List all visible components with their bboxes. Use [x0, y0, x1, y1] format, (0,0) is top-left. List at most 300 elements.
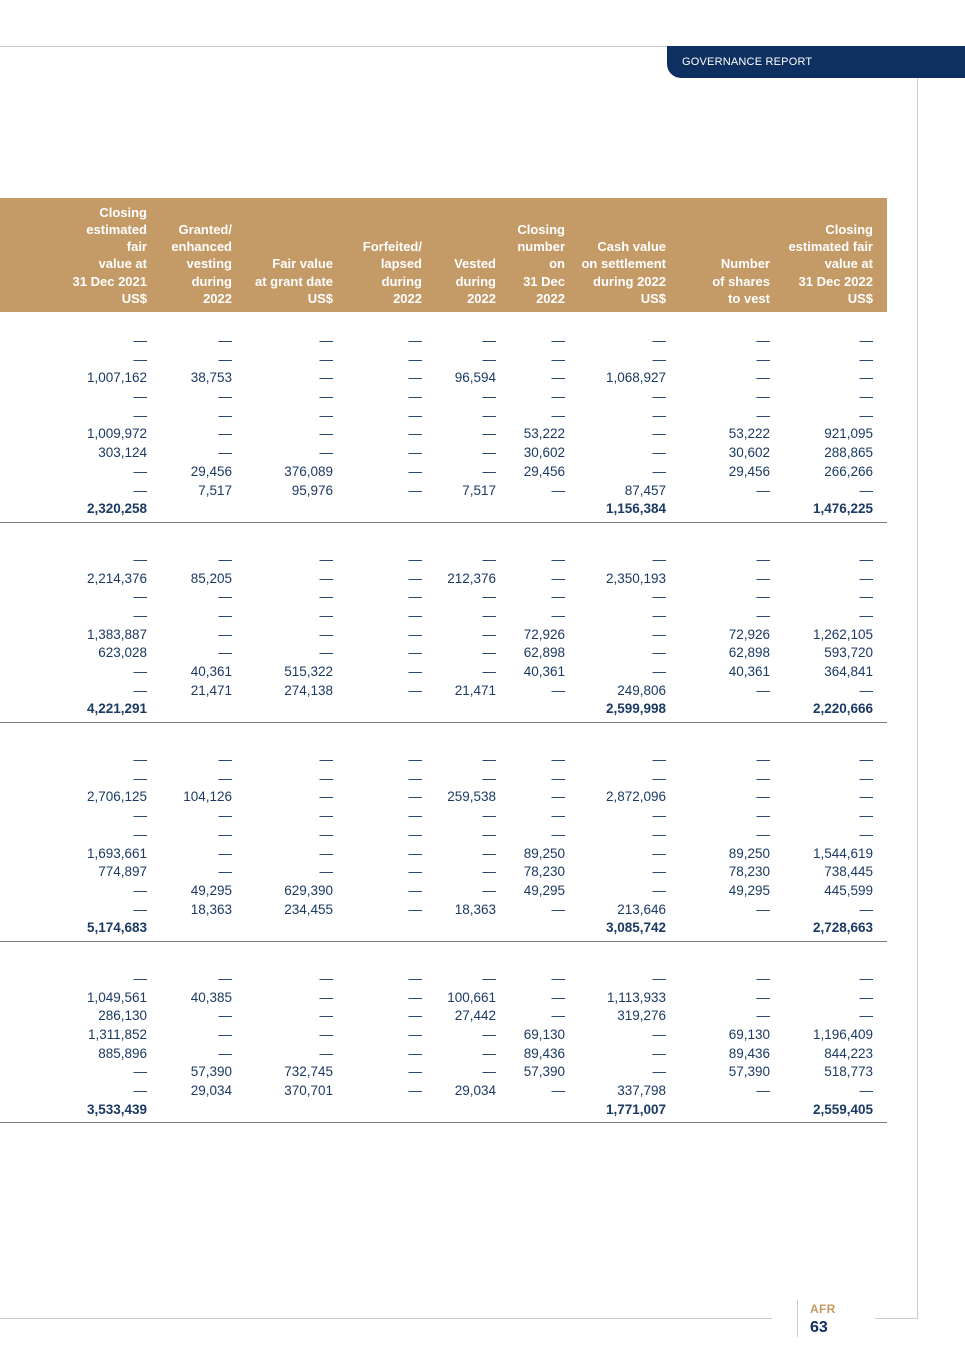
table-cell: 1,262,105 [812, 626, 873, 642]
table-cell: 40,385 [190, 989, 232, 1005]
table-cell: — [859, 752, 873, 768]
table-cell: — [218, 752, 232, 768]
table-cell: — [319, 864, 333, 880]
table-cell: — [319, 607, 333, 623]
table-row [0, 407, 887, 426]
table-cell: — [133, 970, 147, 986]
table-cell: — [756, 682, 770, 698]
table-cell: — [551, 1083, 565, 1099]
table-cell: — [551, 901, 565, 917]
table-cell: — [408, 970, 422, 986]
table-cell: 95,976 [291, 482, 333, 498]
table-cell: 1,544,619 [812, 845, 873, 861]
table-cell: — [133, 808, 147, 824]
table-cell: 1,049,561 [86, 989, 147, 1005]
table-row [0, 751, 887, 770]
table-cell: — [408, 589, 422, 605]
table-cell: — [756, 752, 770, 768]
table-cell: 78,230 [728, 864, 770, 880]
total-cell: 3,085,742 [605, 920, 666, 936]
table-cell: — [408, 607, 422, 623]
table-cell: — [408, 845, 422, 861]
table-cell: 774,897 [98, 864, 147, 880]
table-cell: — [859, 589, 873, 605]
table-cell: — [859, 351, 873, 367]
bottom-rule [0, 1318, 772, 1319]
table-cell: 62,898 [523, 645, 565, 661]
table-row [0, 332, 887, 351]
table-cell: 274,138 [284, 682, 333, 698]
table-cell: 593,720 [824, 645, 873, 661]
table-cell: — [482, 551, 496, 567]
table-cell: — [551, 389, 565, 405]
table-cell: — [408, 1027, 422, 1042]
table-cell: — [756, 351, 770, 367]
table-cell: — [319, 333, 333, 348]
table-cell: — [859, 682, 873, 698]
table-row [0, 351, 887, 370]
table-cell: 21,471 [190, 682, 232, 698]
table-cell: — [551, 407, 565, 423]
table-cell: — [319, 1008, 333, 1024]
table-cell: 104,126 [183, 789, 232, 805]
table-cell: 29,456 [523, 463, 565, 479]
table-cell: — [652, 426, 666, 442]
table-cell: 100,661 [447, 989, 496, 1005]
table-cell: — [756, 333, 770, 348]
table-cell: — [652, 551, 666, 567]
table-row [0, 388, 887, 407]
table-cell: — [408, 770, 422, 786]
table-cell: 27,442 [454, 1008, 496, 1024]
table-cell: — [319, 351, 333, 367]
table-cell: — [652, 664, 666, 679]
table-cell: — [218, 1045, 232, 1061]
table-cell: — [482, 351, 496, 367]
table-cell: — [408, 445, 422, 461]
table-cell: — [482, 808, 496, 824]
table-cell: 337,798 [617, 1083, 666, 1099]
table-cell: — [319, 389, 333, 405]
total-cell: 2,559,405 [812, 1101, 873, 1117]
table-cell: — [133, 333, 147, 348]
table-cell: 49,295 [728, 882, 770, 898]
table-cell: — [756, 901, 770, 917]
table-cell: — [133, 463, 147, 479]
table-cell: 319,276 [617, 1008, 666, 1024]
table-cell: — [482, 1064, 496, 1080]
table-cell: — [408, 626, 422, 642]
table-cell: 213,646 [617, 901, 666, 917]
table-cell: — [859, 770, 873, 786]
table-cell: — [218, 589, 232, 605]
table-cell: 7,517 [462, 482, 496, 498]
table-cell: — [408, 901, 422, 917]
table-cell: — [133, 1064, 147, 1080]
table-cell: — [482, 445, 496, 461]
table-cell: — [482, 607, 496, 623]
table-cell: 303,124 [98, 445, 147, 461]
table-cell: — [133, 882, 147, 898]
table-cell: — [756, 570, 770, 586]
table-cell: — [652, 645, 666, 661]
table-row [0, 588, 887, 607]
table-cell: — [319, 626, 333, 642]
table-cell: 49,295 [523, 882, 565, 898]
total-row [0, 500, 887, 519]
table-cell: — [319, 826, 333, 842]
table-row [0, 551, 887, 570]
table-cell: — [482, 1045, 496, 1061]
table-group [0, 942, 887, 1124]
table-cell: — [756, 970, 770, 986]
table-cell: — [319, 445, 333, 461]
total-cell: 4,221,291 [86, 701, 147, 717]
table-cell: — [408, 1008, 422, 1024]
table-cell: — [756, 551, 770, 567]
table-cell: — [319, 752, 333, 768]
table-cell: — [133, 551, 147, 567]
table-cell: — [319, 808, 333, 824]
table-cell: — [756, 989, 770, 1005]
table-cell: — [218, 607, 232, 623]
table-cell: — [859, 989, 873, 1005]
table-cell: — [551, 482, 565, 498]
table-cell: — [652, 333, 666, 348]
table-cell: — [482, 1027, 496, 1042]
table-cell: 2,214,376 [86, 570, 147, 586]
table-cell: — [482, 426, 496, 442]
column-header: Vested during 2022 [454, 256, 496, 306]
table-cell: — [482, 882, 496, 898]
table-cell: — [482, 864, 496, 880]
table-cell: — [408, 389, 422, 405]
table-cell: — [859, 970, 873, 986]
table-row [0, 989, 887, 1008]
table-cell: 1,311,852 [87, 1027, 147, 1042]
table-cell: — [218, 389, 232, 405]
table-cell: 57,390 [728, 1064, 770, 1080]
table-cell: — [218, 407, 232, 423]
table-cell: — [756, 407, 770, 423]
table-cell: 29,034 [454, 1083, 496, 1099]
table-cell: — [756, 370, 770, 386]
table-cell: 89,436 [523, 1045, 565, 1061]
table-cell: — [319, 845, 333, 861]
table-cell: — [408, 752, 422, 768]
table-cell: — [652, 1045, 666, 1061]
table-cell: — [408, 351, 422, 367]
table-cell: — [133, 351, 147, 367]
total-cell: 2,599,998 [605, 701, 666, 717]
table-cell: — [652, 808, 666, 824]
column-header: Fair value at grant date US$ [254, 256, 333, 306]
table-cell: — [408, 808, 422, 824]
table-cell: 89,436 [728, 1045, 770, 1061]
table-cell: — [218, 845, 232, 861]
table-cell: 234,455 [284, 901, 333, 917]
column-header: Closing estimated fair value at 31 Dec 2021 US$ [72, 204, 147, 306]
column-header: Granted/ enhanced vesting during 2022 [171, 221, 232, 306]
table-cell: — [859, 570, 873, 586]
table-cell: — [551, 351, 565, 367]
table-cell: — [408, 664, 422, 679]
table-cell: 259,538 [447, 789, 496, 805]
table-cell: — [319, 551, 333, 567]
table-cell: 364,841 [824, 664, 873, 679]
table-cell: 53,222 [728, 426, 770, 442]
table-cell: — [218, 551, 232, 567]
table-cell: 2,350,193 [605, 570, 666, 586]
table-cell: 2,706,125 [86, 789, 147, 805]
table-cell: — [408, 551, 422, 567]
column-header: Number of shares to vest [712, 256, 770, 306]
table-row [0, 663, 887, 682]
table-cell: — [756, 789, 770, 805]
total-cell: 3,533,439 [86, 1101, 147, 1117]
table-cell: — [652, 607, 666, 623]
table-cell: — [482, 407, 496, 423]
table-row [0, 970, 887, 989]
table-cell: — [756, 1083, 770, 1099]
table-cell: 85,205 [190, 570, 232, 586]
section-tab: GOVERNANCE REPORT [667, 46, 965, 78]
total-cell: 1,476,225 [812, 501, 873, 517]
table-cell: 40,361 [728, 664, 770, 679]
table-cell: 738,445 [824, 864, 873, 880]
table-cell: — [408, 333, 422, 348]
table-cell: — [218, 770, 232, 786]
table-cell: — [756, 389, 770, 405]
table-cell: — [756, 607, 770, 623]
table-cell: 1,693,661 [86, 845, 147, 861]
table-cell: 72,926 [523, 626, 565, 642]
table-cell: — [551, 789, 565, 805]
table-cell: — [551, 589, 565, 605]
table-cell: — [652, 882, 666, 898]
table-cell: 40,361 [190, 664, 232, 679]
table-cell: 40,361 [523, 664, 565, 679]
table-row [0, 607, 887, 626]
column-header: Closing estimated fair value at 31 Dec 2022 US$ [788, 221, 873, 306]
table-cell: 2,872,096 [605, 789, 666, 805]
total-cell: 1,771,007 [605, 1101, 666, 1117]
total-row [0, 919, 887, 938]
table-cell: — [408, 682, 422, 698]
table-cell: — [756, 808, 770, 824]
awards-table [0, 198, 887, 1123]
table-cell: — [652, 770, 666, 786]
table-cell: — [319, 407, 333, 423]
table-cell: — [319, 426, 333, 442]
table-cell: — [482, 826, 496, 842]
table-cell: — [408, 570, 422, 586]
table-cell: 72,926 [728, 626, 770, 642]
table-cell: — [652, 589, 666, 605]
table-cell: 29,456 [190, 463, 232, 479]
table-cell: — [218, 826, 232, 842]
table-cell: — [551, 989, 565, 1005]
table-row [0, 770, 887, 789]
table-cell: — [133, 901, 147, 917]
table-cell: — [133, 607, 147, 623]
table-cell: 29,456 [728, 463, 770, 479]
table-cell: 370,701 [284, 1083, 333, 1099]
table-cell: — [859, 482, 873, 498]
table-cell: — [133, 589, 147, 605]
table-row [0, 1026, 887, 1045]
table-cell: 29,034 [190, 1083, 232, 1099]
table-cell: — [482, 463, 496, 479]
table-cell: — [133, 770, 147, 786]
table-cell: — [408, 482, 422, 498]
table-cell: — [408, 645, 422, 661]
table-cell: — [408, 407, 422, 423]
table-cell: — [218, 645, 232, 661]
table-cell: — [133, 752, 147, 768]
table-cell: — [133, 389, 147, 405]
table-cell: — [482, 333, 496, 348]
table-cell: 212,376 [447, 570, 496, 586]
table-cell: — [859, 826, 873, 842]
table-cell: — [218, 864, 232, 880]
table-cell: 1,383,887 [86, 626, 147, 642]
table-cell: — [551, 808, 565, 824]
table-row [0, 626, 887, 645]
table-cell: — [859, 370, 873, 386]
table-cell: — [551, 607, 565, 623]
table-cell: — [652, 826, 666, 842]
table-cell: — [859, 901, 873, 917]
table-cell: — [652, 626, 666, 642]
table-cell: — [652, 864, 666, 880]
table-cell: — [652, 463, 666, 479]
table-cell: — [319, 1045, 333, 1061]
table-cell: — [408, 426, 422, 442]
table-cell: — [218, 1027, 232, 1042]
right-rule [917, 46, 918, 1319]
table-cell: 57,390 [523, 1064, 565, 1080]
table-cell: — [482, 970, 496, 986]
table-cell: — [319, 370, 333, 386]
table-cell: 89,250 [728, 845, 770, 861]
table-cell: 96,594 [454, 370, 496, 386]
table-cell: — [319, 1027, 333, 1042]
table-cell: — [133, 682, 147, 698]
table-cell: 921,095 [824, 426, 873, 442]
table-cell: 30,602 [523, 445, 565, 461]
table-body [0, 312, 887, 1123]
total-cell: 2,220,666 [812, 701, 873, 717]
table-cell: — [652, 351, 666, 367]
table-cell: 266,266 [824, 463, 873, 479]
table-cell: — [652, 1064, 666, 1080]
table-cell: — [319, 645, 333, 661]
table-cell: — [551, 570, 565, 586]
total-row [0, 1101, 887, 1120]
table-cell: 288,865 [824, 445, 873, 461]
table-cell: — [652, 1027, 666, 1042]
table-cell: — [859, 333, 873, 348]
page-number: 63 [810, 1319, 828, 1336]
table-cell: 53,222 [523, 426, 565, 442]
table-group [0, 523, 887, 723]
table-cell: — [408, 826, 422, 842]
table-cell: — [652, 752, 666, 768]
table-cell: — [218, 808, 232, 824]
table-cell: 518,773 [824, 1064, 873, 1080]
table-row [0, 463, 887, 482]
table-cell: 57,390 [190, 1064, 232, 1080]
table-cell: — [859, 1008, 873, 1024]
table-cell: 885,896 [98, 1045, 147, 1061]
table-cell: — [408, 882, 422, 898]
table-row [0, 1063, 887, 1082]
column-header: Cash value on settlement during 2022 US$ [581, 239, 666, 306]
table-cell: — [756, 826, 770, 842]
table-cell: — [756, 1008, 770, 1024]
table-cell: — [482, 770, 496, 786]
table-cell: 376,089 [284, 463, 333, 479]
table-cell: — [408, 1064, 422, 1080]
table-cell: — [859, 607, 873, 623]
table-cell: 1,007,162 [86, 370, 147, 386]
table-cell: — [756, 770, 770, 786]
table-cell: — [319, 989, 333, 1005]
table-cell: — [756, 589, 770, 605]
table-cell: — [551, 551, 565, 567]
table-cell: — [133, 482, 147, 498]
table-cell: 515,322 [284, 664, 333, 679]
table-cell: — [133, 1083, 147, 1099]
table-cell: 844,223 [824, 1045, 873, 1061]
table-cell: 1,196,409 [812, 1027, 873, 1042]
table-cell: — [218, 970, 232, 986]
total-row [0, 700, 887, 719]
table-cell: — [551, 826, 565, 842]
table-cell: — [408, 989, 422, 1005]
table-cell: — [408, 864, 422, 880]
table-cell: — [319, 970, 333, 986]
table-cell: 18,363 [190, 901, 232, 917]
table-cell: — [551, 1008, 565, 1024]
table-cell: — [482, 845, 496, 861]
table-row [0, 1007, 887, 1026]
table-cell: 1,113,933 [606, 989, 666, 1005]
table-cell: 78,230 [523, 864, 565, 880]
table-cell: — [319, 789, 333, 805]
table-cell: 445,599 [824, 882, 873, 898]
table-header [0, 198, 887, 312]
table-row [0, 482, 887, 501]
table-cell: — [551, 752, 565, 768]
table-row [0, 570, 887, 589]
total-cell: 5,174,683 [86, 920, 147, 936]
table-row [0, 1045, 887, 1064]
total-cell: 1,156,384 [605, 501, 666, 517]
table-row [0, 882, 887, 901]
table-cell: — [408, 463, 422, 479]
table-row [0, 863, 887, 882]
table-row [0, 788, 887, 807]
table-cell: 62,898 [728, 645, 770, 661]
table-cell: — [218, 626, 232, 642]
table-cell: 49,295 [190, 882, 232, 898]
table-cell: 623,028 [98, 645, 147, 661]
table-row [0, 807, 887, 826]
table-cell: — [551, 370, 565, 386]
table-cell: — [652, 845, 666, 861]
